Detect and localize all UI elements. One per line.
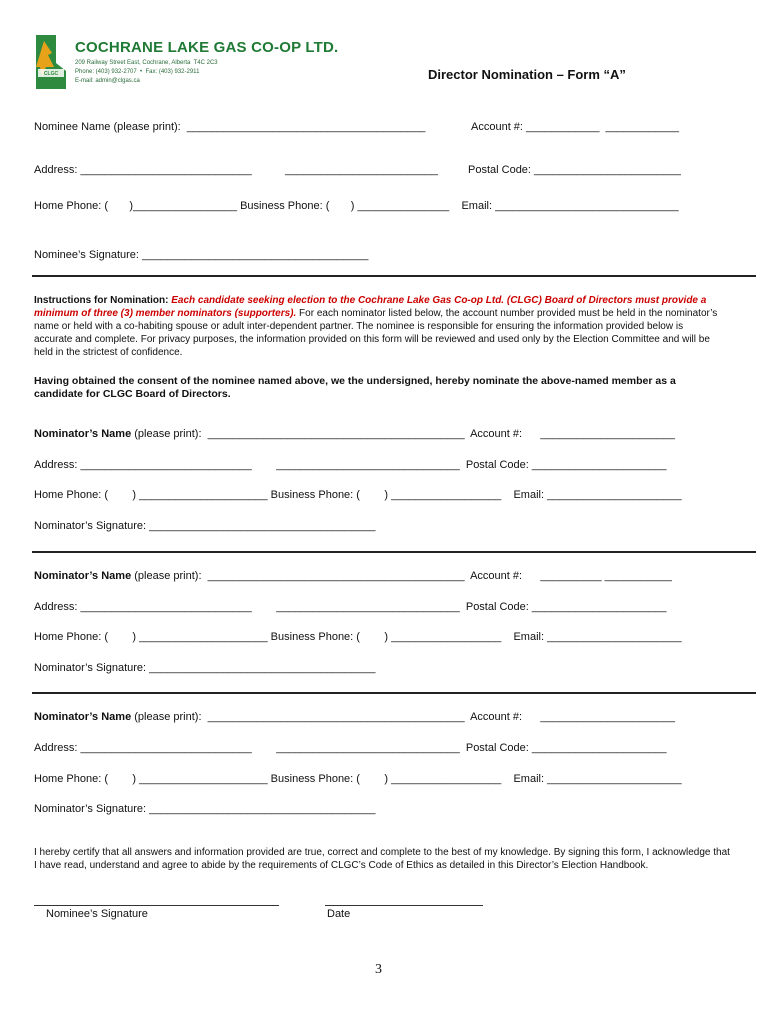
nominator-name-label: Nominator’s Name (34, 428, 132, 440)
nominee-postal-field[interactable]: Postal Code: ________________________ (468, 164, 681, 176)
nominator-name-rest: (please print): __________________________________________ Account #: ______________________ (131, 428, 675, 440)
nominator-1-phone-row[interactable]: Home Phone: ( ) _____________________ Business Phone: ( ) __________________ Email: ______________________ (34, 489, 682, 501)
instructions-requirement: Each candidate seeking election to the Cochrane Lake Gas Co-op Ltd. (CLGC) Board of Directors must provide a minimum of three (3) member nominators (supporters). (34, 295, 707, 319)
nominee-address-line2-field[interactable]: _________________________ (285, 164, 438, 176)
nominator-3-signature-field[interactable]: Nominator’s Signature: _____________________________________ (34, 803, 376, 815)
company-address: 209 Railway Street East, Cochrane, Alberta T4C 2C3 (75, 60, 218, 66)
nominator-2-signature-field[interactable]: Nominator’s Signature: _____________________________________ (34, 662, 376, 674)
nominator-2-address-row[interactable]: Address: ____________________________ ______________________________ Postal Code: ______________________ (34, 601, 667, 613)
nominee-phone-row[interactable]: Home Phone: ( )_________________ Business Phone: ( ) _______________ Email: ______________________________ (34, 200, 679, 212)
nominator-name-rest: (please print): __________________________________________ Account #: ______________________ (131, 711, 675, 723)
instructions-label: Instructions for Nomination: (34, 295, 169, 306)
nominator-1-signature-field[interactable]: Nominator’s Signature: _____________________________________ (34, 520, 376, 532)
date-label: Date (327, 908, 351, 920)
nominator-1-address-row[interactable]: Address: ____________________________ ______________________________ Postal Code: ______________________ (34, 459, 667, 471)
nominee-address-field[interactable]: Address: ____________________________ (34, 164, 252, 176)
divider (32, 275, 756, 277)
page-number: 3 (375, 962, 382, 977)
certification-statement: I hereby certify that all answers and information provided are true, correct and complete to the best of my knowledge. By signing this form, I acknowledge that I have read, understand and agree to abide by the requirements of CLGC’s Code of Ethics as detailed in this Director’s Election Handbook. (34, 847, 730, 871)
nominee-signature-label: Nominee’s Signature (46, 908, 148, 920)
company-phone: Phone: (403) 932-2707 • Fax: (403) 932-2911 (75, 69, 200, 75)
nominee-signature-line[interactable] (34, 905, 279, 906)
nominator-name-label: Nominator’s Name (34, 570, 132, 582)
nominator-3-address-row[interactable]: Address: ____________________________ ______________________________ Postal Code: ______________________ (34, 742, 667, 754)
alberta-map-logo-icon (34, 33, 68, 91)
nominee-name-field[interactable]: Nominee Name (please print): _______________________________________ (34, 121, 426, 133)
nominator-2-name-field[interactable] (34, 570, 672, 582)
company-email: E-mail: admin@clgas.ca (75, 78, 140, 84)
nominator-name-rest: (please print): __________________________________________ Account #: __________ ___________ (131, 570, 672, 582)
nominator-name-label: Nominator’s Name (34, 711, 132, 723)
logo-text: CLGC (43, 71, 59, 77)
nominator-2-phone-row[interactable]: Home Phone: ( ) _____________________ Business Phone: ( ) __________________ Email: ______________________ (34, 631, 682, 643)
company-name: COCHRANE LAKE GAS CO-OP LTD. (75, 39, 339, 56)
nominee-signature-field[interactable]: Nominee’s Signature: _____________________________________ (34, 249, 369, 261)
instructions-body: For each nominator listed below, the account number provided must be held in the nominator’s name or held with a co-habiting spouse or adult inter-dependent partner. The nominee is responsible for ensuring the information provided below is accurate and complete. For privacy purposes, the information provided on this form will be reviewed and used only by the Election Committee and will be held in the strictest of confidence. (34, 308, 718, 358)
divider (32, 551, 756, 553)
consent-statement: Having obtained the consent of the nominee named above, we the undersigned, hereby nominate the above-named member as a candidate for CLGC Board of Directors. (34, 375, 676, 400)
date-line[interactable] (325, 905, 483, 906)
nominee-account-field[interactable]: Account #: ____________ ____________ (471, 121, 679, 133)
instructions-paragraph (34, 294, 724, 359)
nominator-3-phone-row[interactable]: Home Phone: ( ) _____________________ Business Phone: ( ) __________________ Email: ______________________ (34, 773, 682, 785)
form-title: Director Nomination – Form “A” (428, 67, 626, 82)
divider (32, 692, 756, 694)
nominator-3-name-field[interactable] (34, 711, 675, 723)
nominator-1-name-field[interactable] (34, 428, 675, 440)
